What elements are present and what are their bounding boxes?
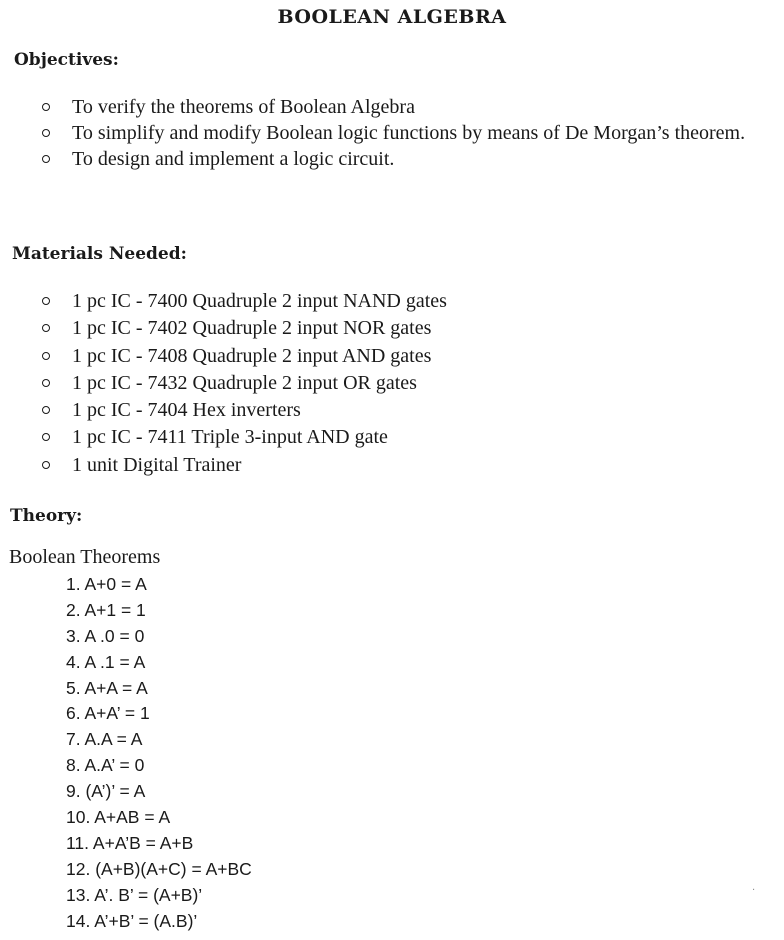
theorem-item: 5. A+A = A [66, 677, 148, 698]
bullet-icon [42, 379, 50, 387]
theorem-item: 13. A’. B’ = (A+B)’ [66, 884, 203, 905]
material-text: 1 pc IC - 7404 Hex inverters [72, 399, 301, 422]
theorem-item: 2. A+1 = 1 [66, 599, 146, 620]
list-item [42, 146, 784, 172]
bullet-icon [42, 324, 50, 332]
material-text: 1 pc IC - 7400 Quadruple 2 input NAND gates [72, 290, 447, 312]
document-title: BOOLEAN ALGEBRA [277, 6, 507, 28]
bullet-icon [42, 155, 50, 163]
bullet-icon [42, 129, 50, 137]
bullet-icon [42, 103, 50, 111]
theory-heading: Theory: [10, 506, 83, 526]
materials-list [42, 288, 742, 479]
material-text: 1 unit Digital Trainer [72, 453, 242, 476]
boolean-theorems-label: Boolean Theorems [9, 546, 161, 568]
theorem-item: 11. A+A’B = A+B [66, 832, 194, 853]
theorem-item: 9. (A’)’ = A [66, 781, 146, 802]
theorem-item: 1. A+0 = A [66, 574, 147, 594]
list-item [42, 94, 784, 120]
list-item [42, 343, 742, 370]
scan-speck: · [752, 885, 756, 896]
material-text: 1 pc IC - 7432 Quadruple 2 input OR gates [72, 371, 417, 394]
bullet-icon [42, 433, 50, 441]
bullet-icon [42, 406, 50, 414]
list-item [42, 397, 742, 424]
theorem-item: 12. (A+B)(A+C) = A+BC [66, 858, 252, 879]
material-text: 1 pc IC - 7408 Quadruple 2 input AND gates [72, 344, 432, 367]
bullet-icon [42, 297, 50, 305]
theorem-item: 14. A’+B’ = (A.B)’ [66, 910, 198, 931]
list-item [42, 370, 742, 397]
list-item [42, 452, 742, 479]
material-text: 1 pc IC - 7411 Triple 3-input AND gate [72, 426, 388, 449]
materials-heading: Materials Needed: [12, 244, 187, 264]
theorem-item: 8. A.A’ = 0 [66, 755, 145, 776]
objectives-list [42, 94, 784, 172]
theorem-item: 3. A .0 = 0 [66, 625, 145, 646]
objective-text: To design and implement a logic circuit. [72, 148, 395, 170]
theorems-list [66, 572, 252, 934]
objective-text: To simplify and modify Boolean logic functions by means of De Morgan’s theorem. [72, 122, 746, 144]
material-text: 1 pc IC - 7402 Quadruple 2 input NOR gates [72, 317, 432, 340]
theorem-item: 6. A+A’ = 1 [66, 703, 150, 724]
list-item [42, 120, 784, 146]
theorem-item: 10. A+AB = A [66, 807, 171, 828]
list-item [42, 288, 742, 315]
theorem-item: 7. A.A = A [66, 729, 143, 750]
objective-text: To verify the theorems of Boolean Algebra [72, 96, 415, 118]
objectives-heading: Objectives: [14, 50, 119, 70]
theorem-item: 4. A .1 = A [66, 651, 146, 672]
bullet-icon [42, 461, 50, 469]
list-item [42, 424, 742, 451]
bullet-icon [42, 352, 50, 360]
list-item [42, 315, 742, 342]
